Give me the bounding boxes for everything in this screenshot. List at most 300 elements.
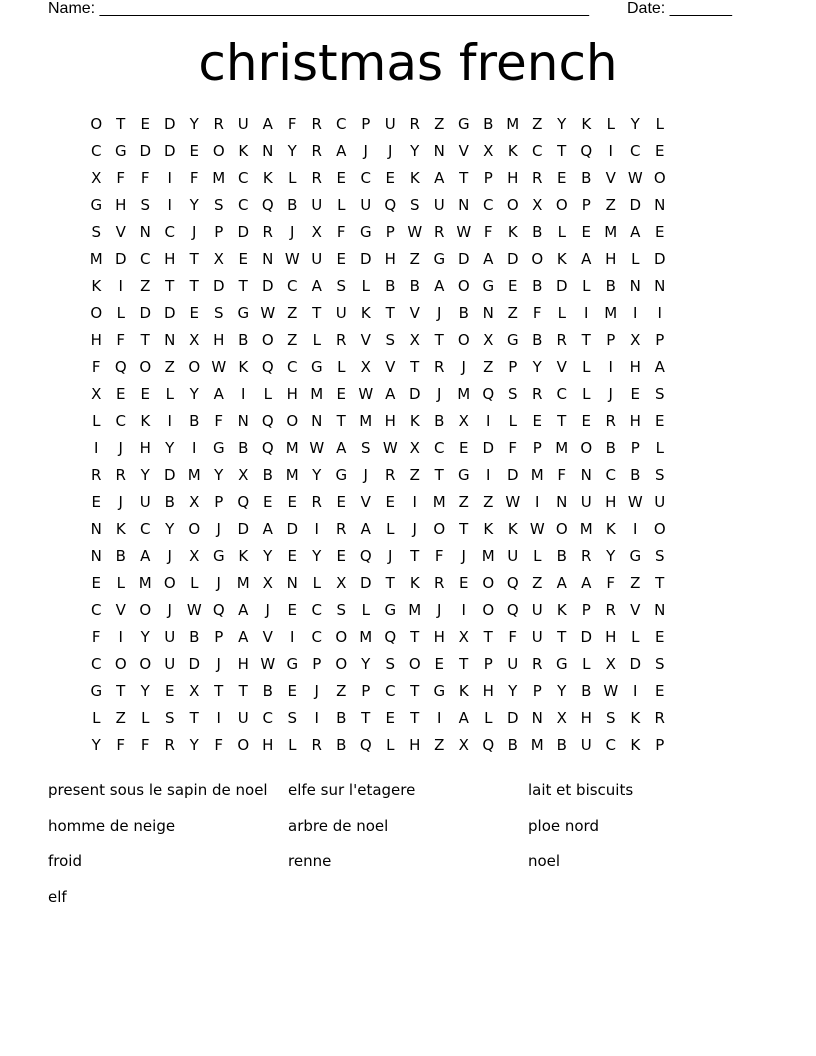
grid-letter: Z <box>458 493 469 511</box>
grid-letter: A <box>336 142 347 160</box>
word-list-item: ploe nord <box>528 816 599 835</box>
grid-letter: W <box>505 493 521 511</box>
grid-letter: Y <box>165 520 175 538</box>
grid-letter: Q <box>384 628 397 646</box>
grid-letter: Z <box>140 277 151 295</box>
grid-letter: F <box>287 115 297 133</box>
grid-row <box>84 597 732 624</box>
grid-letter: B <box>189 628 200 646</box>
grid-letter: F <box>116 736 126 754</box>
grid-letter: O <box>335 628 348 646</box>
grid-letter: K <box>483 520 494 538</box>
grid-letter: I <box>584 304 589 322</box>
grid-letter: U <box>335 304 347 322</box>
grid-letter: W <box>211 358 227 376</box>
grid-letter: I <box>216 709 221 727</box>
grid-letter: B <box>164 493 175 511</box>
grid-letter: R <box>434 574 445 592</box>
grid-letter: R <box>311 115 322 133</box>
grid-letter: S <box>507 385 518 403</box>
grid-row <box>84 624 732 651</box>
grid-letter: X <box>213 250 224 268</box>
grid-letter: C <box>91 655 102 673</box>
grid-letter: M <box>236 574 250 592</box>
grid-letter: U <box>507 655 519 673</box>
grid-letter: T <box>385 304 395 322</box>
grid-letter: U <box>164 655 176 673</box>
grid-letter: R <box>164 736 175 754</box>
grid-letter: X <box>238 466 249 484</box>
grid-letter: M <box>457 385 471 403</box>
grid-letter: D <box>482 439 495 457</box>
grid-letter: L <box>116 574 125 592</box>
grid-letter: O <box>212 142 225 160</box>
grid-letter: L <box>582 277 591 295</box>
grid-letter: K <box>630 736 641 754</box>
grid-letter: K <box>409 574 420 592</box>
grid-letter: R <box>409 115 420 133</box>
grid-letter: V <box>385 358 396 376</box>
grid-letter: M <box>310 385 324 403</box>
grid-letter: L <box>288 736 297 754</box>
grid-letter: G <box>310 358 323 376</box>
grid-letter: F <box>116 331 126 349</box>
grid-letter: L <box>582 655 591 673</box>
grid-letter: T <box>459 169 469 187</box>
grid-letter: G <box>335 466 348 484</box>
grid-letter: D <box>286 520 299 538</box>
grid-letter: U <box>360 196 372 214</box>
grid-letter: H <box>605 628 617 646</box>
grid-letter: S <box>164 709 175 727</box>
grid-letter: T <box>238 682 248 700</box>
grid-letter: K <box>409 169 420 187</box>
grid-letter: B <box>532 223 543 241</box>
grid-letter: R <box>532 169 543 187</box>
grid-letter: E <box>140 385 150 403</box>
grid-letter: D <box>580 628 593 646</box>
grid-letter: C <box>140 250 151 268</box>
grid-letter: W <box>603 682 619 700</box>
grid-letter: G <box>506 331 519 349</box>
grid-letter: X <box>483 331 494 349</box>
grid-letter: Q <box>261 196 274 214</box>
grid-letter: P <box>483 169 493 187</box>
grid-letter: E <box>434 655 444 673</box>
grid-letter: H <box>115 196 127 214</box>
grid-letter: R <box>91 466 102 484</box>
grid-letter: P <box>361 682 371 700</box>
grid-letter: N <box>286 574 298 592</box>
grid-letter: O <box>482 574 495 592</box>
grid-letter: L <box>116 304 125 322</box>
grid-letter: B <box>336 736 347 754</box>
grid-letter: E <box>459 574 469 592</box>
grid-letter: S <box>336 601 347 619</box>
grid-letter: M <box>555 439 569 457</box>
grid-letter: A <box>434 169 445 187</box>
grid-letter: L <box>361 601 370 619</box>
grid-letter: K <box>238 142 249 160</box>
grid-letter: A <box>336 439 347 457</box>
grid-letter: J <box>314 682 319 700</box>
grid-letter: X <box>532 196 543 214</box>
grid-letter: H <box>262 736 274 754</box>
grid-letter: K <box>360 304 371 322</box>
grid-letter: D <box>139 142 152 160</box>
grid-letter: I <box>486 412 491 430</box>
grid-letter: E <box>336 493 346 511</box>
grid-letter: T <box>214 682 224 700</box>
grid-letter: P <box>483 655 493 673</box>
grid-letter: G <box>90 196 103 214</box>
grid-letter: D <box>163 466 176 484</box>
grid-letter: T <box>557 142 567 160</box>
grid-letter: N <box>531 709 543 727</box>
grid-letter: A <box>385 385 396 403</box>
word-list-item: elf <box>48 887 67 906</box>
grid-letter: L <box>655 115 664 133</box>
grid-row <box>84 138 732 165</box>
grid-letter: R <box>311 493 322 511</box>
grid-letter: B <box>115 547 126 565</box>
grid-letter: Y <box>312 466 322 484</box>
grid-letter: U <box>139 493 151 511</box>
grid-letter: O <box>237 736 250 754</box>
grid-letter: D <box>188 655 201 673</box>
grid-letter: J <box>363 466 368 484</box>
grid-letter: L <box>582 358 591 376</box>
grid-letter: N <box>654 196 666 214</box>
grid-letter: V <box>262 628 273 646</box>
grid-letter: H <box>629 412 641 430</box>
grid-letter: V <box>630 601 641 619</box>
grid-letter: P <box>655 736 665 754</box>
grid-letter: N <box>629 277 641 295</box>
grid-letter: I <box>486 466 491 484</box>
grid-letter: D <box>163 142 176 160</box>
grid-letter: E <box>165 682 175 700</box>
grid-letter: I <box>608 142 613 160</box>
grid-letter: N <box>482 304 494 322</box>
grid-letter: D <box>359 250 372 268</box>
grid-letter: F <box>483 223 493 241</box>
grid-letter: A <box>262 520 273 538</box>
grid-letter: V <box>115 601 126 619</box>
grid-letter: L <box>312 574 321 592</box>
grid-letter: X <box>189 682 200 700</box>
grid-letter: D <box>457 250 470 268</box>
grid-letter: O <box>457 277 470 295</box>
grid-letter: Z <box>287 331 298 349</box>
grid-letter: E <box>508 277 518 295</box>
grid-letter: J <box>363 142 368 160</box>
grid-letter: B <box>458 304 469 322</box>
grid-letter: H <box>237 655 249 673</box>
grid-letter: Q <box>261 358 274 376</box>
grid-letter: O <box>261 331 274 349</box>
grid-letter: K <box>507 520 518 538</box>
grid-letter: L <box>631 628 640 646</box>
grid-letter: U <box>311 196 323 214</box>
grid-letter: U <box>384 115 396 133</box>
grid-letter: S <box>91 223 102 241</box>
grid-letter: N <box>164 331 176 349</box>
grid-letter: O <box>114 655 127 673</box>
grid-letter: J <box>118 493 123 511</box>
grid-letter: O <box>163 574 176 592</box>
grid-row <box>84 246 732 273</box>
grid-letter: K <box>605 520 616 538</box>
grid-letter: G <box>237 304 250 322</box>
grid-letter: M <box>506 115 520 133</box>
grid-letter: C <box>115 412 126 430</box>
grid-letter: W <box>186 601 202 619</box>
grid-letter: T <box>116 115 126 133</box>
grid-letter: G <box>629 547 642 565</box>
name-field-label[interactable]: Name: _______________________________________________________ <box>48 0 589 17</box>
grid-letter: J <box>608 385 613 403</box>
grid-letter: I <box>461 601 466 619</box>
grid-letter: O <box>90 115 103 133</box>
grid-letter: P <box>581 601 591 619</box>
grid-letter: O <box>286 412 299 430</box>
grid-letter: A <box>654 358 665 376</box>
grid-letter: T <box>385 574 395 592</box>
grid-letter: O <box>506 196 519 214</box>
grid-letter: Y <box>140 628 150 646</box>
grid-letter: P <box>630 439 640 457</box>
grid-letter: T <box>655 574 665 592</box>
grid-letter: S <box>654 655 665 673</box>
grid-letter: U <box>507 547 519 565</box>
grid-row <box>84 651 732 678</box>
grid-letter: C <box>630 142 641 160</box>
grid-row <box>84 192 732 219</box>
grid-letter: C <box>238 196 249 214</box>
grid-letter: X <box>262 574 273 592</box>
grid-letter: R <box>654 709 665 727</box>
grid-letter: Z <box>507 304 518 322</box>
word-list-item: arbre de noel <box>288 816 389 835</box>
grid-letter: C <box>385 682 396 700</box>
grid-letter: Z <box>483 358 494 376</box>
grid-letter: E <box>532 412 542 430</box>
grid-letter: Z <box>532 574 543 592</box>
grid-letter: X <box>360 358 371 376</box>
grid-letter: M <box>359 628 373 646</box>
grid-letter: Z <box>164 358 175 376</box>
grid-letter: L <box>631 250 640 268</box>
grid-letter: H <box>384 412 396 430</box>
grid-row <box>84 435 732 462</box>
header <box>48 0 748 20</box>
grid-letter: E <box>91 574 101 592</box>
grid-letter: O <box>139 601 152 619</box>
grid-letter: G <box>212 439 225 457</box>
grid-letter: C <box>262 709 273 727</box>
grid-letter: L <box>361 277 370 295</box>
grid-letter: J <box>216 655 221 673</box>
grid-letter: C <box>238 169 249 187</box>
grid-letter: C <box>556 385 567 403</box>
grid-letter: X <box>311 223 322 241</box>
grid-letter: N <box>556 493 568 511</box>
grid-letter: H <box>605 250 617 268</box>
grid-letter: B <box>556 736 567 754</box>
grid-letter: T <box>434 466 444 484</box>
grid-letter: Z <box>409 466 420 484</box>
grid-letter: B <box>532 277 543 295</box>
grid-letter: M <box>359 412 373 430</box>
grid-letter: E <box>581 412 591 430</box>
grid-letter: E <box>385 169 395 187</box>
grid-letter: Z <box>434 115 445 133</box>
grid-letter: D <box>506 709 519 727</box>
grid-letter: Q <box>482 385 495 403</box>
grid-letter: K <box>458 682 469 700</box>
grid-letter: T <box>581 331 591 349</box>
grid-letter: H <box>507 169 519 187</box>
grid-letter: M <box>138 574 152 592</box>
grid-letter: G <box>433 250 446 268</box>
grid-letter: R <box>336 331 347 349</box>
grid-letter: I <box>535 493 540 511</box>
grid-letter: Y <box>410 142 420 160</box>
grid-letter: P <box>532 682 542 700</box>
grid-letter: N <box>311 412 323 430</box>
grid-letter: B <box>532 331 543 349</box>
grid-letter: W <box>260 655 276 673</box>
grid-letter: Y <box>140 466 150 484</box>
grid-letter: L <box>141 709 150 727</box>
grid-letter: D <box>139 304 152 322</box>
grid-letter: H <box>384 250 396 268</box>
grid-letter: X <box>91 385 102 403</box>
grid-letter: N <box>654 601 666 619</box>
grid-letter: O <box>408 655 421 673</box>
grid-row <box>84 516 732 543</box>
grid-letter: I <box>167 412 172 430</box>
grid-letter: L <box>557 304 566 322</box>
grid-letter: E <box>655 682 665 700</box>
grid-letter: Y <box>189 196 199 214</box>
grid-letter: O <box>188 520 201 538</box>
grid-letter: F <box>606 574 616 592</box>
grid-letter: O <box>580 439 593 457</box>
grid-letter: T <box>189 709 199 727</box>
grid-row <box>84 489 732 516</box>
grid-letter: S <box>287 709 298 727</box>
grid-letter: Y <box>91 736 101 754</box>
grid-letter: D <box>163 115 176 133</box>
grid-letter: S <box>409 196 420 214</box>
grid-letter: Q <box>114 358 127 376</box>
grid-letter: B <box>434 412 445 430</box>
grid-letter: C <box>287 358 298 376</box>
grid-letter: E <box>116 385 126 403</box>
grid-letter: E <box>336 250 346 268</box>
grid-letter: N <box>237 412 249 430</box>
grid-letter: F <box>557 466 567 484</box>
grid-letter: D <box>212 277 225 295</box>
grid-letter: W <box>407 223 423 241</box>
grid-letter: E <box>336 385 346 403</box>
word-list-item: noel <box>528 852 561 870</box>
page-title: christmas french <box>198 34 618 92</box>
grid-letter: W <box>260 304 276 322</box>
grid-letter: M <box>89 250 103 268</box>
grid-letter: X <box>189 331 200 349</box>
grid-letter: Y <box>508 682 518 700</box>
grid-letter: X <box>409 331 420 349</box>
grid-letter: L <box>508 412 517 430</box>
grid-letter: T <box>483 628 493 646</box>
grid-letter: B <box>189 412 200 430</box>
grid-letter: C <box>605 736 616 754</box>
grid-letter: Q <box>482 736 495 754</box>
grid-letter: I <box>314 709 319 727</box>
grid-letter: J <box>388 142 393 160</box>
grid-letter: G <box>482 277 495 295</box>
grid-letter: I <box>437 709 442 727</box>
grid-letter: Y <box>630 115 640 133</box>
grid-letter: L <box>288 169 297 187</box>
grid-letter: T <box>434 331 444 349</box>
grid-letter: B <box>630 466 641 484</box>
grid-letter: A <box>238 628 249 646</box>
grid-letter: D <box>114 250 127 268</box>
grid-letter: P <box>214 628 224 646</box>
grid-letter: R <box>115 466 126 484</box>
grid-letter: O <box>139 358 152 376</box>
grid-row <box>84 543 732 570</box>
grid-letter: F <box>508 628 518 646</box>
grid-letter: W <box>627 169 643 187</box>
grid-letter: L <box>655 439 664 457</box>
word-search-grid <box>84 111 732 759</box>
grid-letter: Z <box>409 250 420 268</box>
grid-letter: Y <box>287 142 297 160</box>
date-field-label[interactable]: Date: _______ <box>627 0 732 17</box>
grid-letter: A <box>311 277 322 295</box>
grid-letter: E <box>287 493 297 511</box>
grid-letter: L <box>165 385 174 403</box>
grid-letter: Y <box>214 466 224 484</box>
grid-letter: H <box>629 358 641 376</box>
grid-letter: D <box>629 196 642 214</box>
grid-letter: L <box>606 115 615 133</box>
grid-letter: G <box>114 142 127 160</box>
grid-letter: O <box>457 331 470 349</box>
grid-letter: D <box>555 277 568 295</box>
grid-letter: F <box>532 304 542 322</box>
grid-letter: P <box>312 655 322 673</box>
grid-letter: L <box>190 574 199 592</box>
grid-letter: Q <box>261 412 274 430</box>
grid-letter: I <box>167 196 172 214</box>
grid-letter: L <box>386 736 395 754</box>
grid-letter: A <box>262 115 273 133</box>
grid-letter: M <box>579 520 593 538</box>
grid-letter: X <box>409 439 420 457</box>
grid-letter: X <box>336 574 347 592</box>
grid-letter: N <box>90 547 102 565</box>
grid-letter: X <box>458 736 469 754</box>
grid-row <box>84 732 732 759</box>
grid-letter: B <box>238 439 249 457</box>
grid-letter: K <box>238 547 249 565</box>
